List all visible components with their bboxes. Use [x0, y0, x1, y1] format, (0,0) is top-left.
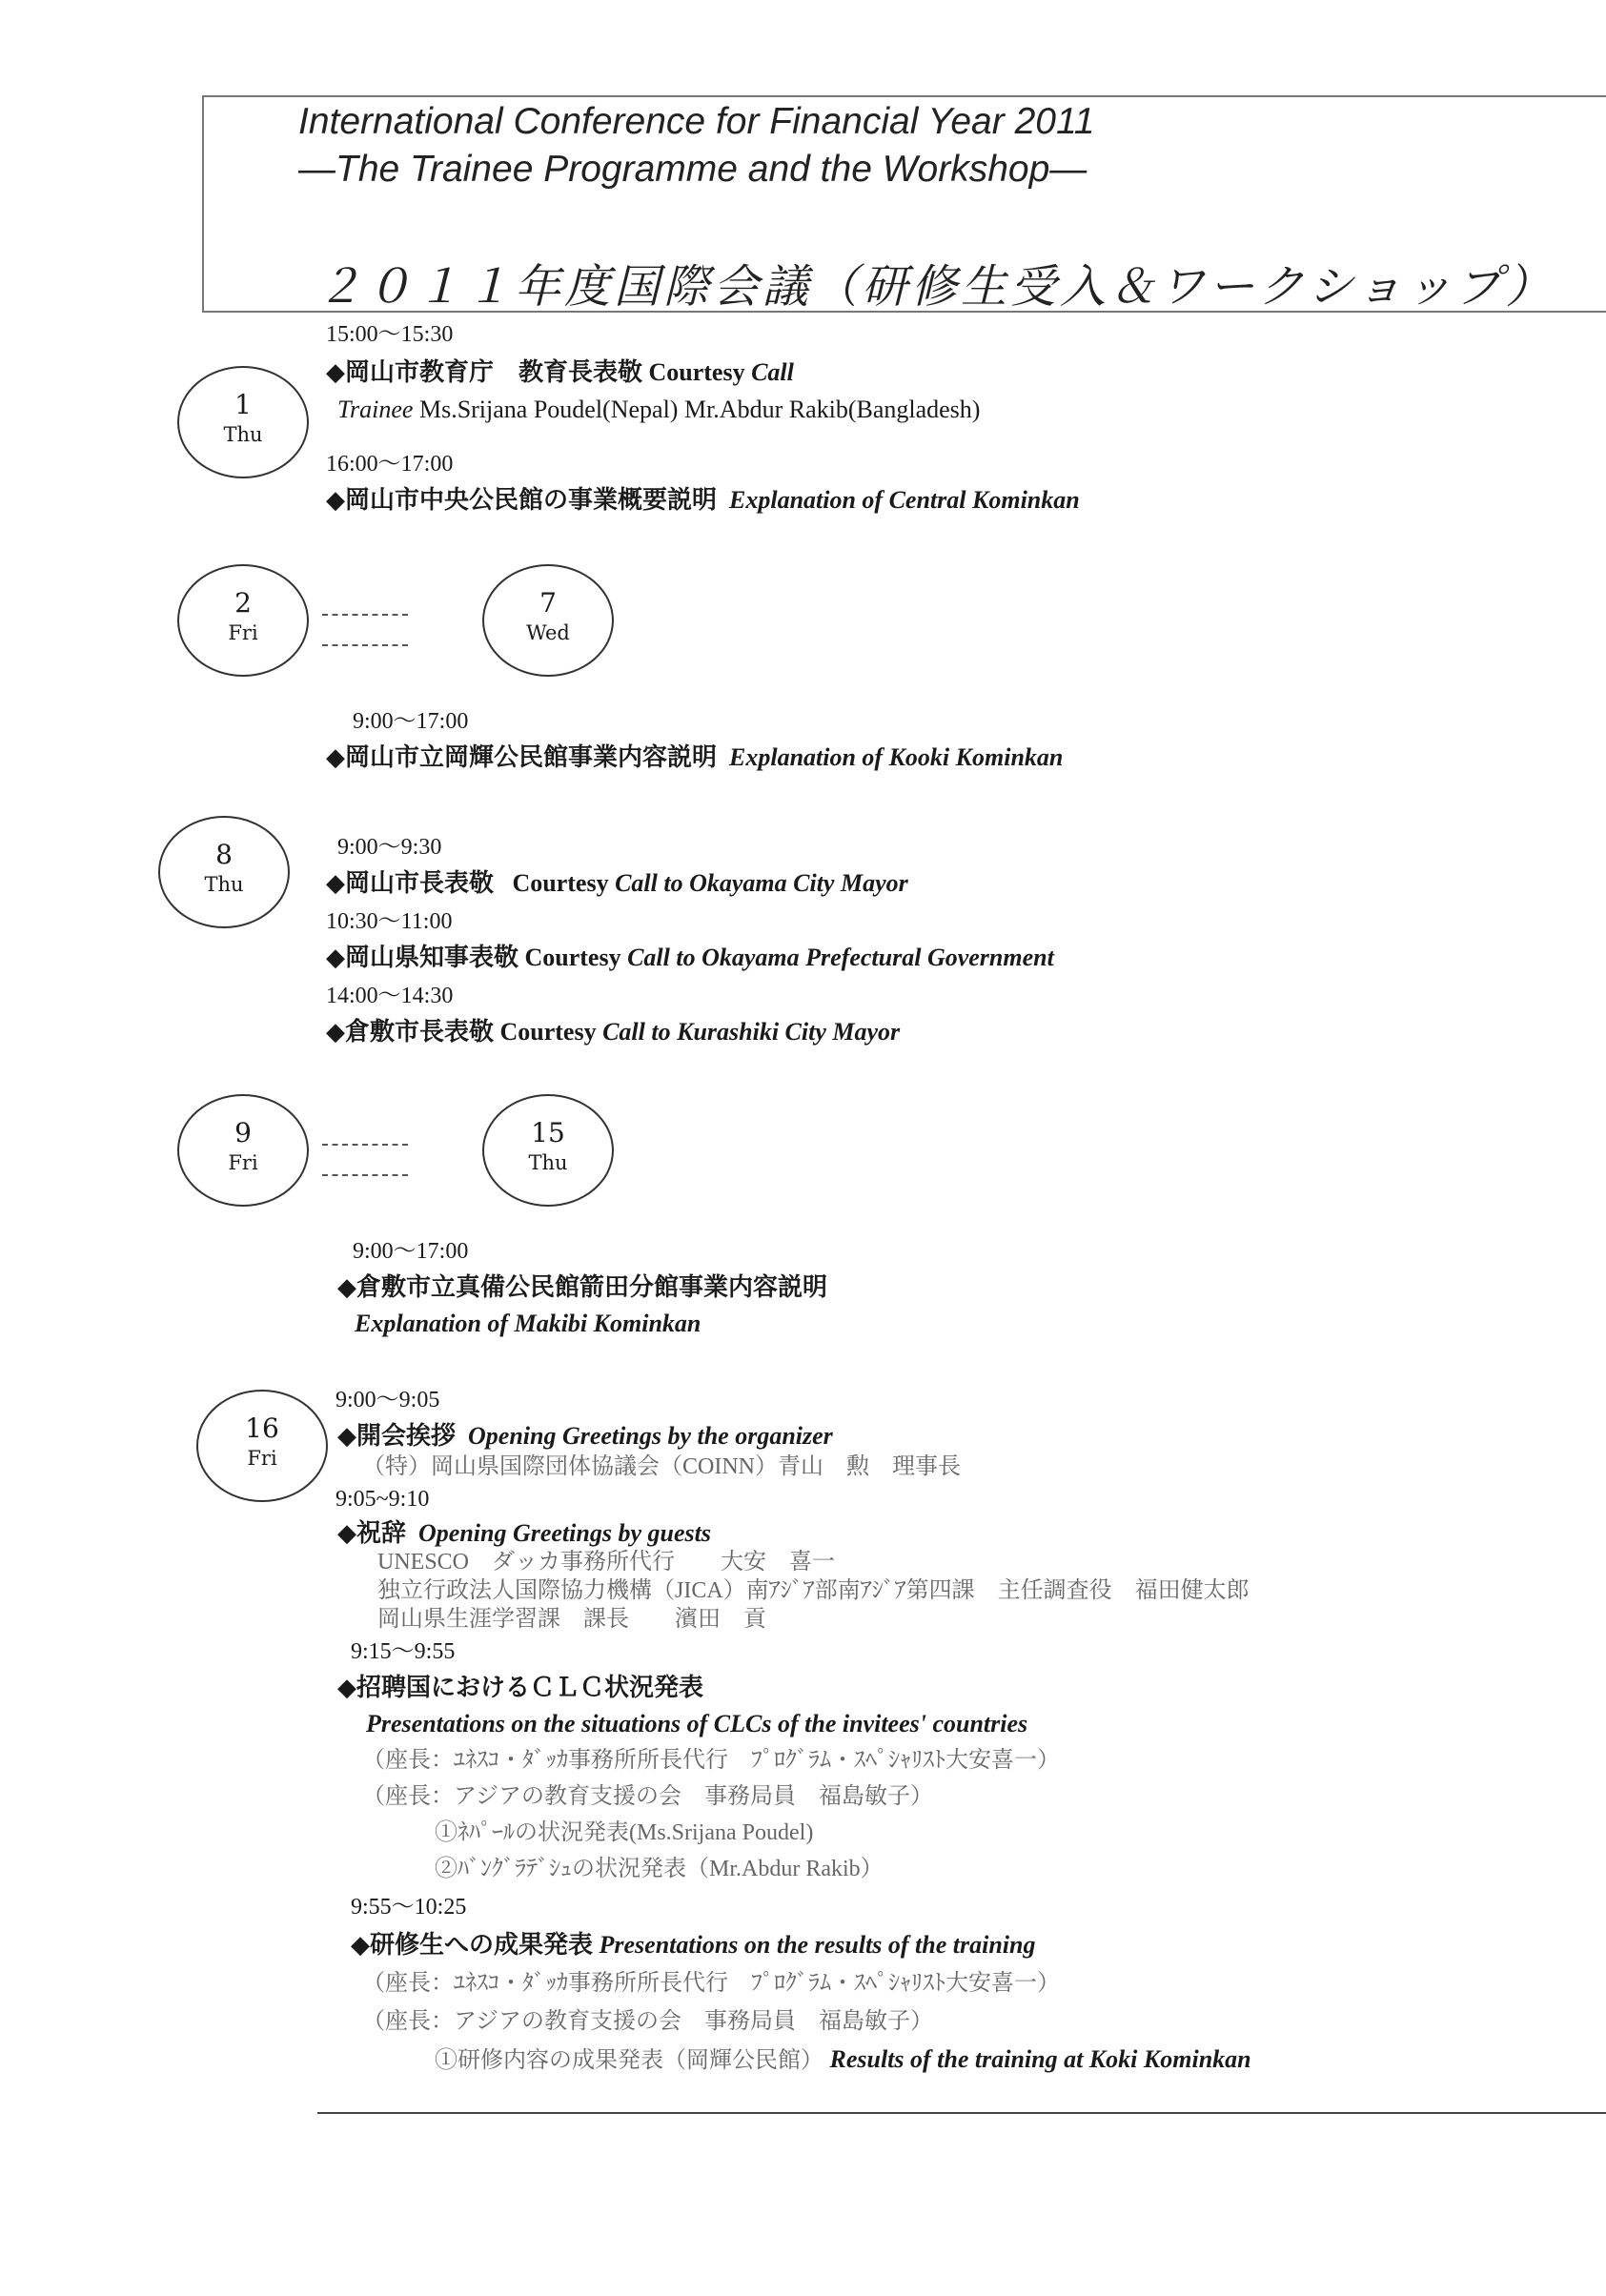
item-japanese: ◆倉敷市長表敬 — [326, 1018, 494, 1046]
item-japanese: ◆祝辞 — [337, 1519, 406, 1547]
day-number: 8 — [215, 839, 233, 870]
schedule-item — [326, 742, 1063, 774]
time-slot: 14:00〜14:30 — [326, 984, 454, 1008]
day-circle-1 — [177, 366, 309, 478]
schedule-item-japanese: ◆倉敷市立真備公民館箭田分館事業内容説明 — [337, 1273, 827, 1301]
range-dash — [322, 1144, 408, 1146]
day-of-week: Fri — [228, 1151, 258, 1174]
footer-rule — [317, 2112, 1606, 2114]
time-slot: 9:00〜17:00 — [353, 709, 469, 734]
day-of-week: Fri — [228, 621, 258, 644]
day-of-week: Thu — [528, 1151, 568, 1174]
day-circle-9 — [177, 1094, 309, 1207]
day-circle-16 — [196, 1390, 328, 1502]
schedule-item — [326, 942, 1054, 974]
item-english-plain: Courtesy — [648, 358, 745, 386]
item-japanese: ◆岡山市教育庁 教育長表敬 — [326, 358, 642, 386]
day-number: 1 — [234, 389, 252, 420]
time-slot: 9:00〜17:00 — [353, 1239, 469, 1264]
item-english-plain: Courtesy — [499, 1018, 597, 1046]
day-circle-7 — [482, 564, 614, 677]
organizer-line: （特）岡山県国際団体協議会（COINN）青山 勲 理事長 — [362, 1454, 961, 1479]
day-number: 2 — [234, 587, 252, 619]
day-of-week: Fri — [247, 1447, 277, 1470]
time-slot: 16:00〜17:00 — [326, 452, 454, 477]
guest-line: 岡山県生涯学習課 課長 濱田 貢 — [377, 1607, 766, 1632]
guest-line: 独立行政法人国際協力機構（JICA）南ｱｼﾞｱ部南ｱｼﾞｱ第四課 主任調査役 福田健太郎 — [377, 1578, 1250, 1603]
schedule-item — [351, 1929, 1035, 1961]
chair-line: （座長：アジアの教育支援の会 事務局員 福島敏子） — [362, 1784, 934, 1809]
day-of-week: Thu — [204, 873, 244, 896]
schedule-item — [337, 1517, 711, 1550]
day-circle-8 — [158, 816, 290, 928]
chair-line: （座長：ﾕﾈｽｺ・ﾀﾞｯｶ事務所所長代行 ﾌﾟﾛｸﾞﾗﾑ・ｽﾍﾟｼｬﾘｽﾄ大安喜一） — [362, 1748, 1060, 1773]
schedule-item-english: Presentations on the situations of CLCs of the invitees' countries — [366, 1710, 1028, 1737]
chair-line: （座長：アジアの教育支援の会 事務局員 福島敏子） — [362, 2009, 934, 2034]
time-slot: 9:00〜9:30 — [337, 835, 442, 860]
schedule-item-english: Explanation of Makibi Kominkan — [355, 1310, 701, 1337]
schedule-item — [337, 1420, 833, 1453]
result-japanese: ①研修内容の成果発表（岡輝公民館） — [435, 2048, 823, 2073]
item-english: Call to Kurashiki City Mayor — [602, 1018, 901, 1046]
item-english-plain: Courtesy — [512, 869, 609, 897]
range-dash — [322, 644, 408, 646]
schedule-item — [326, 1016, 900, 1048]
item-japanese: ◆開会挨拶 — [337, 1422, 456, 1450]
time-slot: 15:00〜15:30 — [326, 322, 454, 347]
day-circle-2 — [177, 564, 309, 677]
item-english: Explanation of Kooki Kominkan — [729, 743, 1064, 771]
schedule-item — [326, 484, 1080, 517]
day-number: 15 — [531, 1117, 565, 1148]
range-dash — [322, 1174, 408, 1176]
chair-line: （座長：ﾕﾈｽｺ・ﾀﾞｯｶ事務所所長代行 ﾌﾟﾛｸﾞﾗﾑ・ｽﾍﾟｼｬﾘｽﾄ大安喜一） — [362, 1971, 1060, 1996]
title-english-line2: —The Trainee Programme and the Workshop— — [298, 149, 1088, 190]
item-english: Call to Okayama City Mayor — [615, 869, 908, 897]
time-slot: 10:30〜11:00 — [326, 909, 453, 934]
item-english: Presentations on the results of the training — [599, 1931, 1036, 1959]
result-english: Results of the training at Koki Kominkan — [829, 2045, 1251, 2073]
item-english: Explanation of Central Kominkan — [729, 486, 1080, 514]
day-number: 9 — [234, 1117, 252, 1148]
trainee-names: Ms.Srijana Poudel(Nepal) Mr.Abdur Rakib(Bangladesh) — [418, 396, 981, 423]
result-line — [435, 2043, 1251, 2077]
time-slot: 9:05~9:10 — [335, 1487, 430, 1512]
title-japanese: ２０１１年度国際会議（研修生受入＆ワークショップ） — [316, 260, 1555, 314]
item-english: Opening Greetings by the organizer — [468, 1422, 833, 1450]
title-english-line1: International Conference for Financial Year 2011 — [298, 101, 1095, 142]
day-of-week: Wed — [526, 621, 570, 644]
schedule-item — [326, 356, 794, 389]
range-dash — [322, 614, 408, 616]
item-japanese: ◆岡山市立岡輝公民館事業内容説明 — [326, 743, 717, 771]
time-slot: 9:15〜9:55 — [351, 1639, 456, 1664]
item-english: Call — [751, 358, 794, 386]
item-english: Call to Okayama Prefectural Government — [627, 944, 1054, 971]
guest-line: UNESCO ダッカ事務所代行 大安 喜一 — [377, 1550, 836, 1575]
day-of-week: Thu — [223, 423, 263, 446]
schedule-item-japanese: ◆招聘国におけるＣＬＣ状況発表 — [337, 1674, 703, 1701]
schedule-item — [326, 867, 908, 900]
presentation-line: ①ﾈﾊﾟｰﾙの状況発表(Ms.Srijana Poudel) — [435, 1820, 814, 1845]
day-number: 7 — [539, 587, 557, 619]
item-english: Opening Greetings by guests — [418, 1519, 711, 1547]
day-circle-15 — [482, 1094, 614, 1207]
presentation-line: ②ﾊﾞﾝｸﾞﾗﾃﾞｼｭの状況発表（Mr.Abdur Rakib） — [435, 1857, 884, 1881]
time-slot: 9:55〜10:25 — [351, 1895, 467, 1920]
day-number: 16 — [245, 1412, 279, 1444]
time-slot: 9:00〜9:05 — [335, 1388, 440, 1412]
item-japanese: ◆研修生への成果発表 — [351, 1931, 593, 1959]
trainee-line — [337, 394, 980, 426]
item-japanese: ◆岡山県知事表敬 — [326, 944, 518, 971]
trainee-label: Trainee — [337, 396, 414, 423]
item-japanese: ◆岡山市中央公民館の事業概要説明 — [326, 486, 717, 514]
item-english-plain: Courtesy — [524, 944, 621, 971]
item-japanese: ◆岡山市長表敬 — [326, 869, 494, 897]
